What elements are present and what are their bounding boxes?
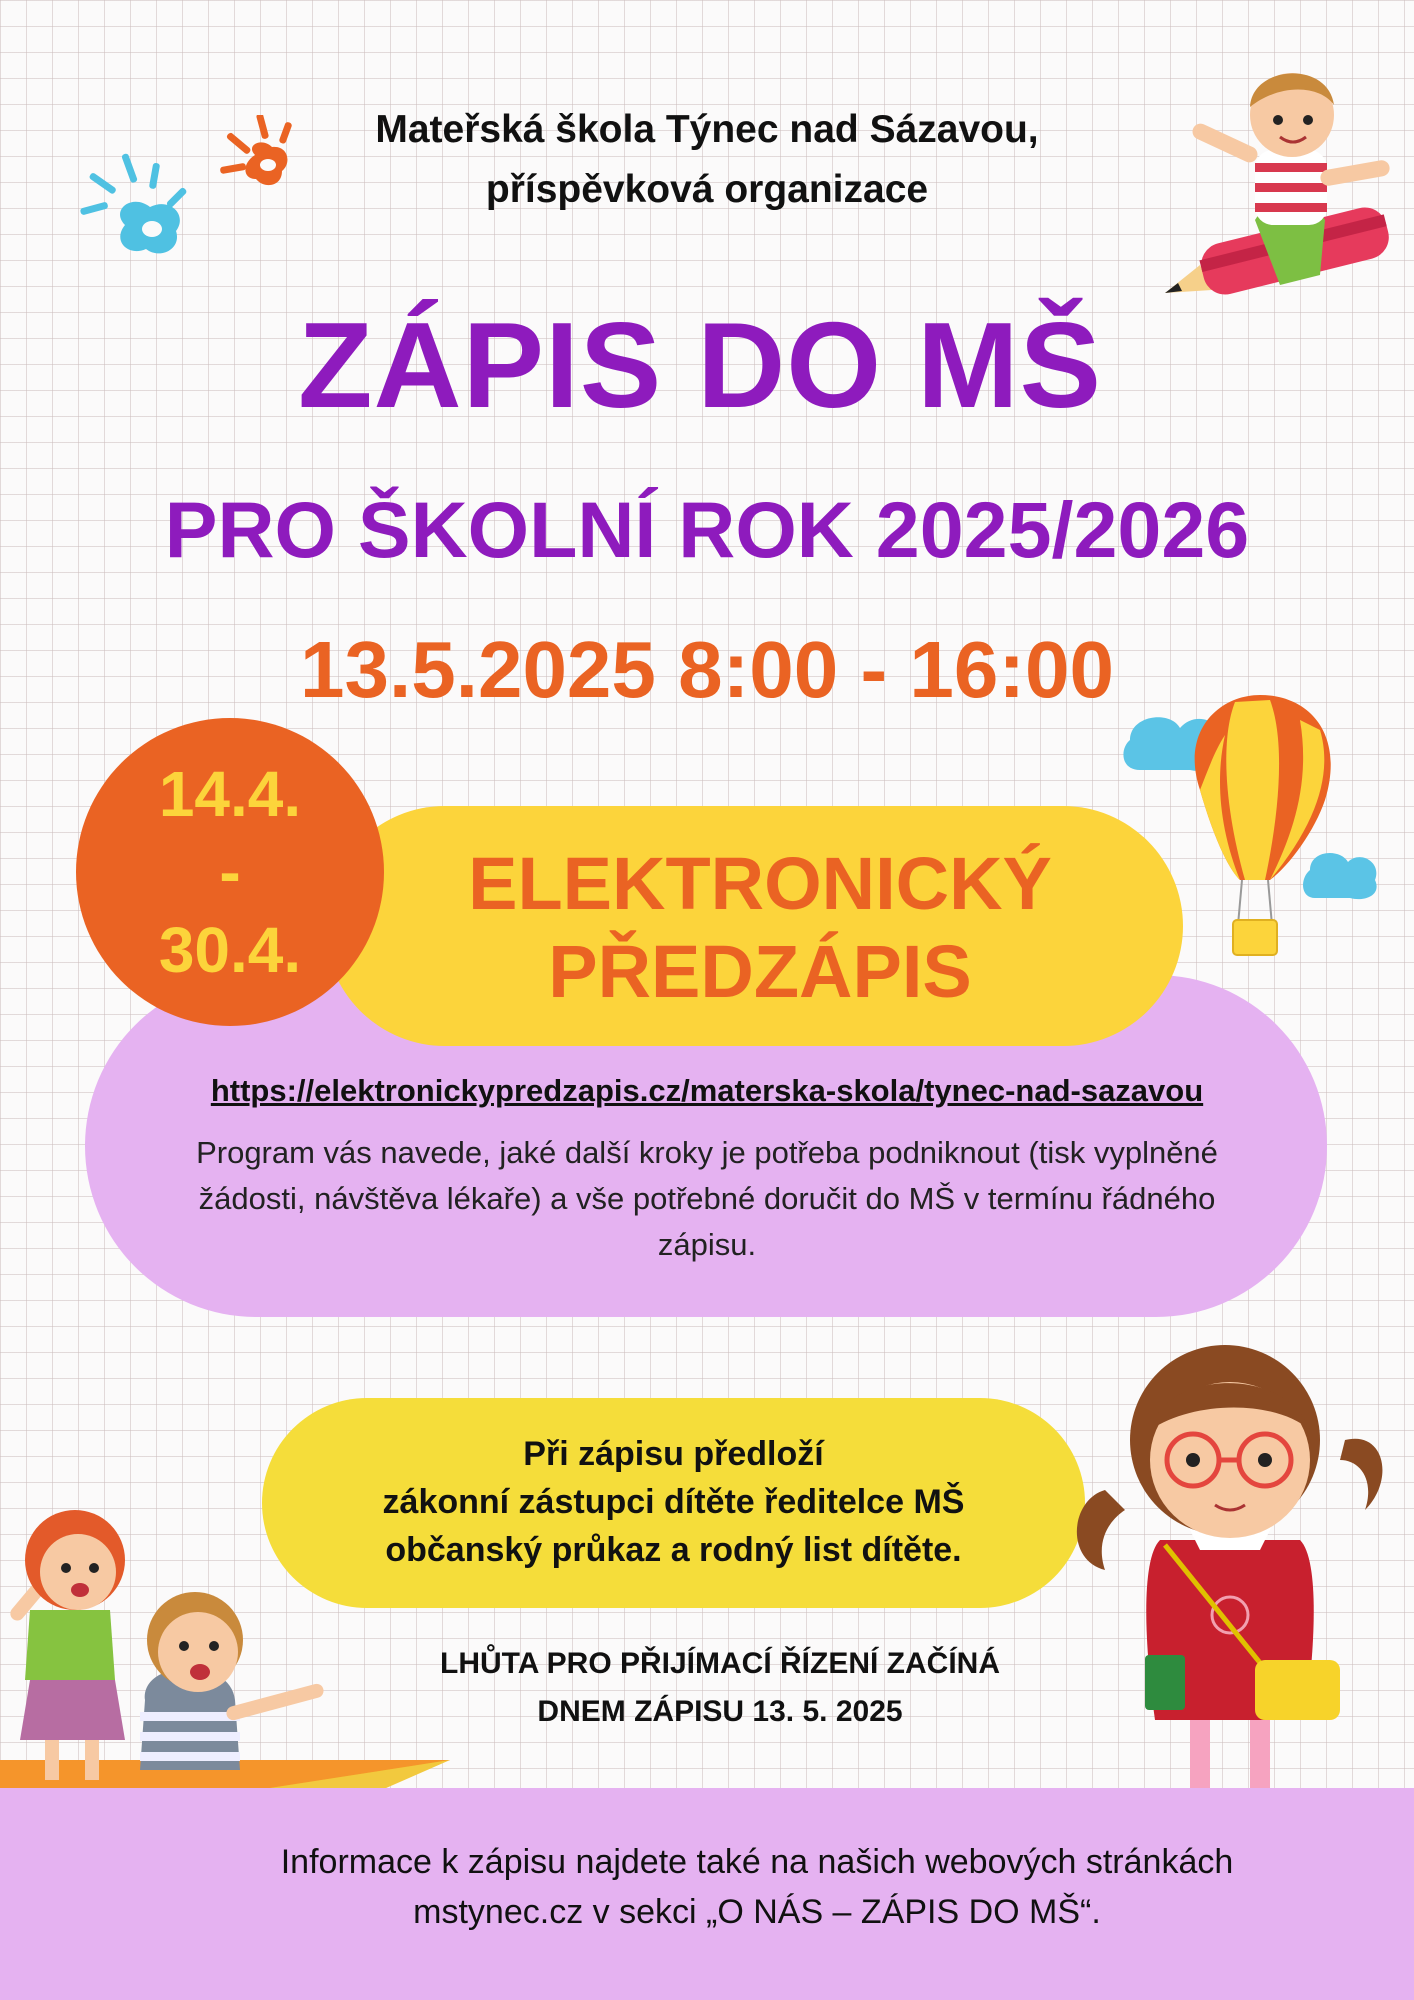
boy-on-pencil-icon <box>1160 45 1410 310</box>
date-from: 14.4. <box>158 758 302 830</box>
footer-line1: Informace k zápisu najdete také na našich webových stránkách <box>280 1843 1234 1881</box>
program-description: Program vás navede, jaké další kroky je potřeba podniknout (tisk vyplněné žádosti, návštěva lékaře) a vše potřebné doručit do MŠ v termínu řádného zápisu. <box>196 1135 1218 1262</box>
enrollment-date: 13.5.2025 8:00 - 16:00 <box>300 625 1114 714</box>
documents-note-line1: Při zápisu předloží <box>523 1435 824 1473</box>
pre-registration-date-range <box>76 755 384 989</box>
footer-line2: mstynec.cz v sekci „O NÁS – ZÁPIS DO MŠ“. <box>413 1893 1101 1931</box>
pre-registration-label-line2: PŘEDZÁPIS <box>548 930 972 1013</box>
page-subtitle: PRO ŠKOLNÍ ROK 2025/2026 <box>164 485 1250 574</box>
pre-registration-label <box>360 840 1160 1016</box>
pre-registration-link[interactable]: https://elektronickypredzapis.cz/materska-skola/tynec-nad-sazavou <box>210 1073 1204 1108</box>
documents-note-line3: občanský průkaz a rodný list dítěte. <box>385 1531 962 1569</box>
girl-with-glasses-icon <box>1065 1320 1385 1820</box>
date-to: 30.4. <box>158 914 302 986</box>
footer-info <box>150 1837 1364 1937</box>
deadline-line1: LHŮTA PRO PŘIJÍMACÍ ŘÍZENÍ ZAČÍNÁ <box>440 1647 1000 1680</box>
pre-registration-label-line1: ELEKTRONICKÝ <box>468 842 1052 925</box>
documents-note-line2: zákonní zástupci dítěte ředitelce MŠ <box>382 1483 965 1521</box>
organization-name <box>257 100 1157 220</box>
page-title: ZÁPIS DO MŠ <box>297 297 1103 433</box>
organization-line1: Mateřská škola Týnec nad Sázavou, <box>375 108 1039 151</box>
deadline-line2: DNEM ZÁPISU 13. 5. 2025 <box>537 1695 903 1728</box>
date-separator: - <box>219 836 241 908</box>
organization-line2: příspěvková organizace <box>485 168 929 211</box>
